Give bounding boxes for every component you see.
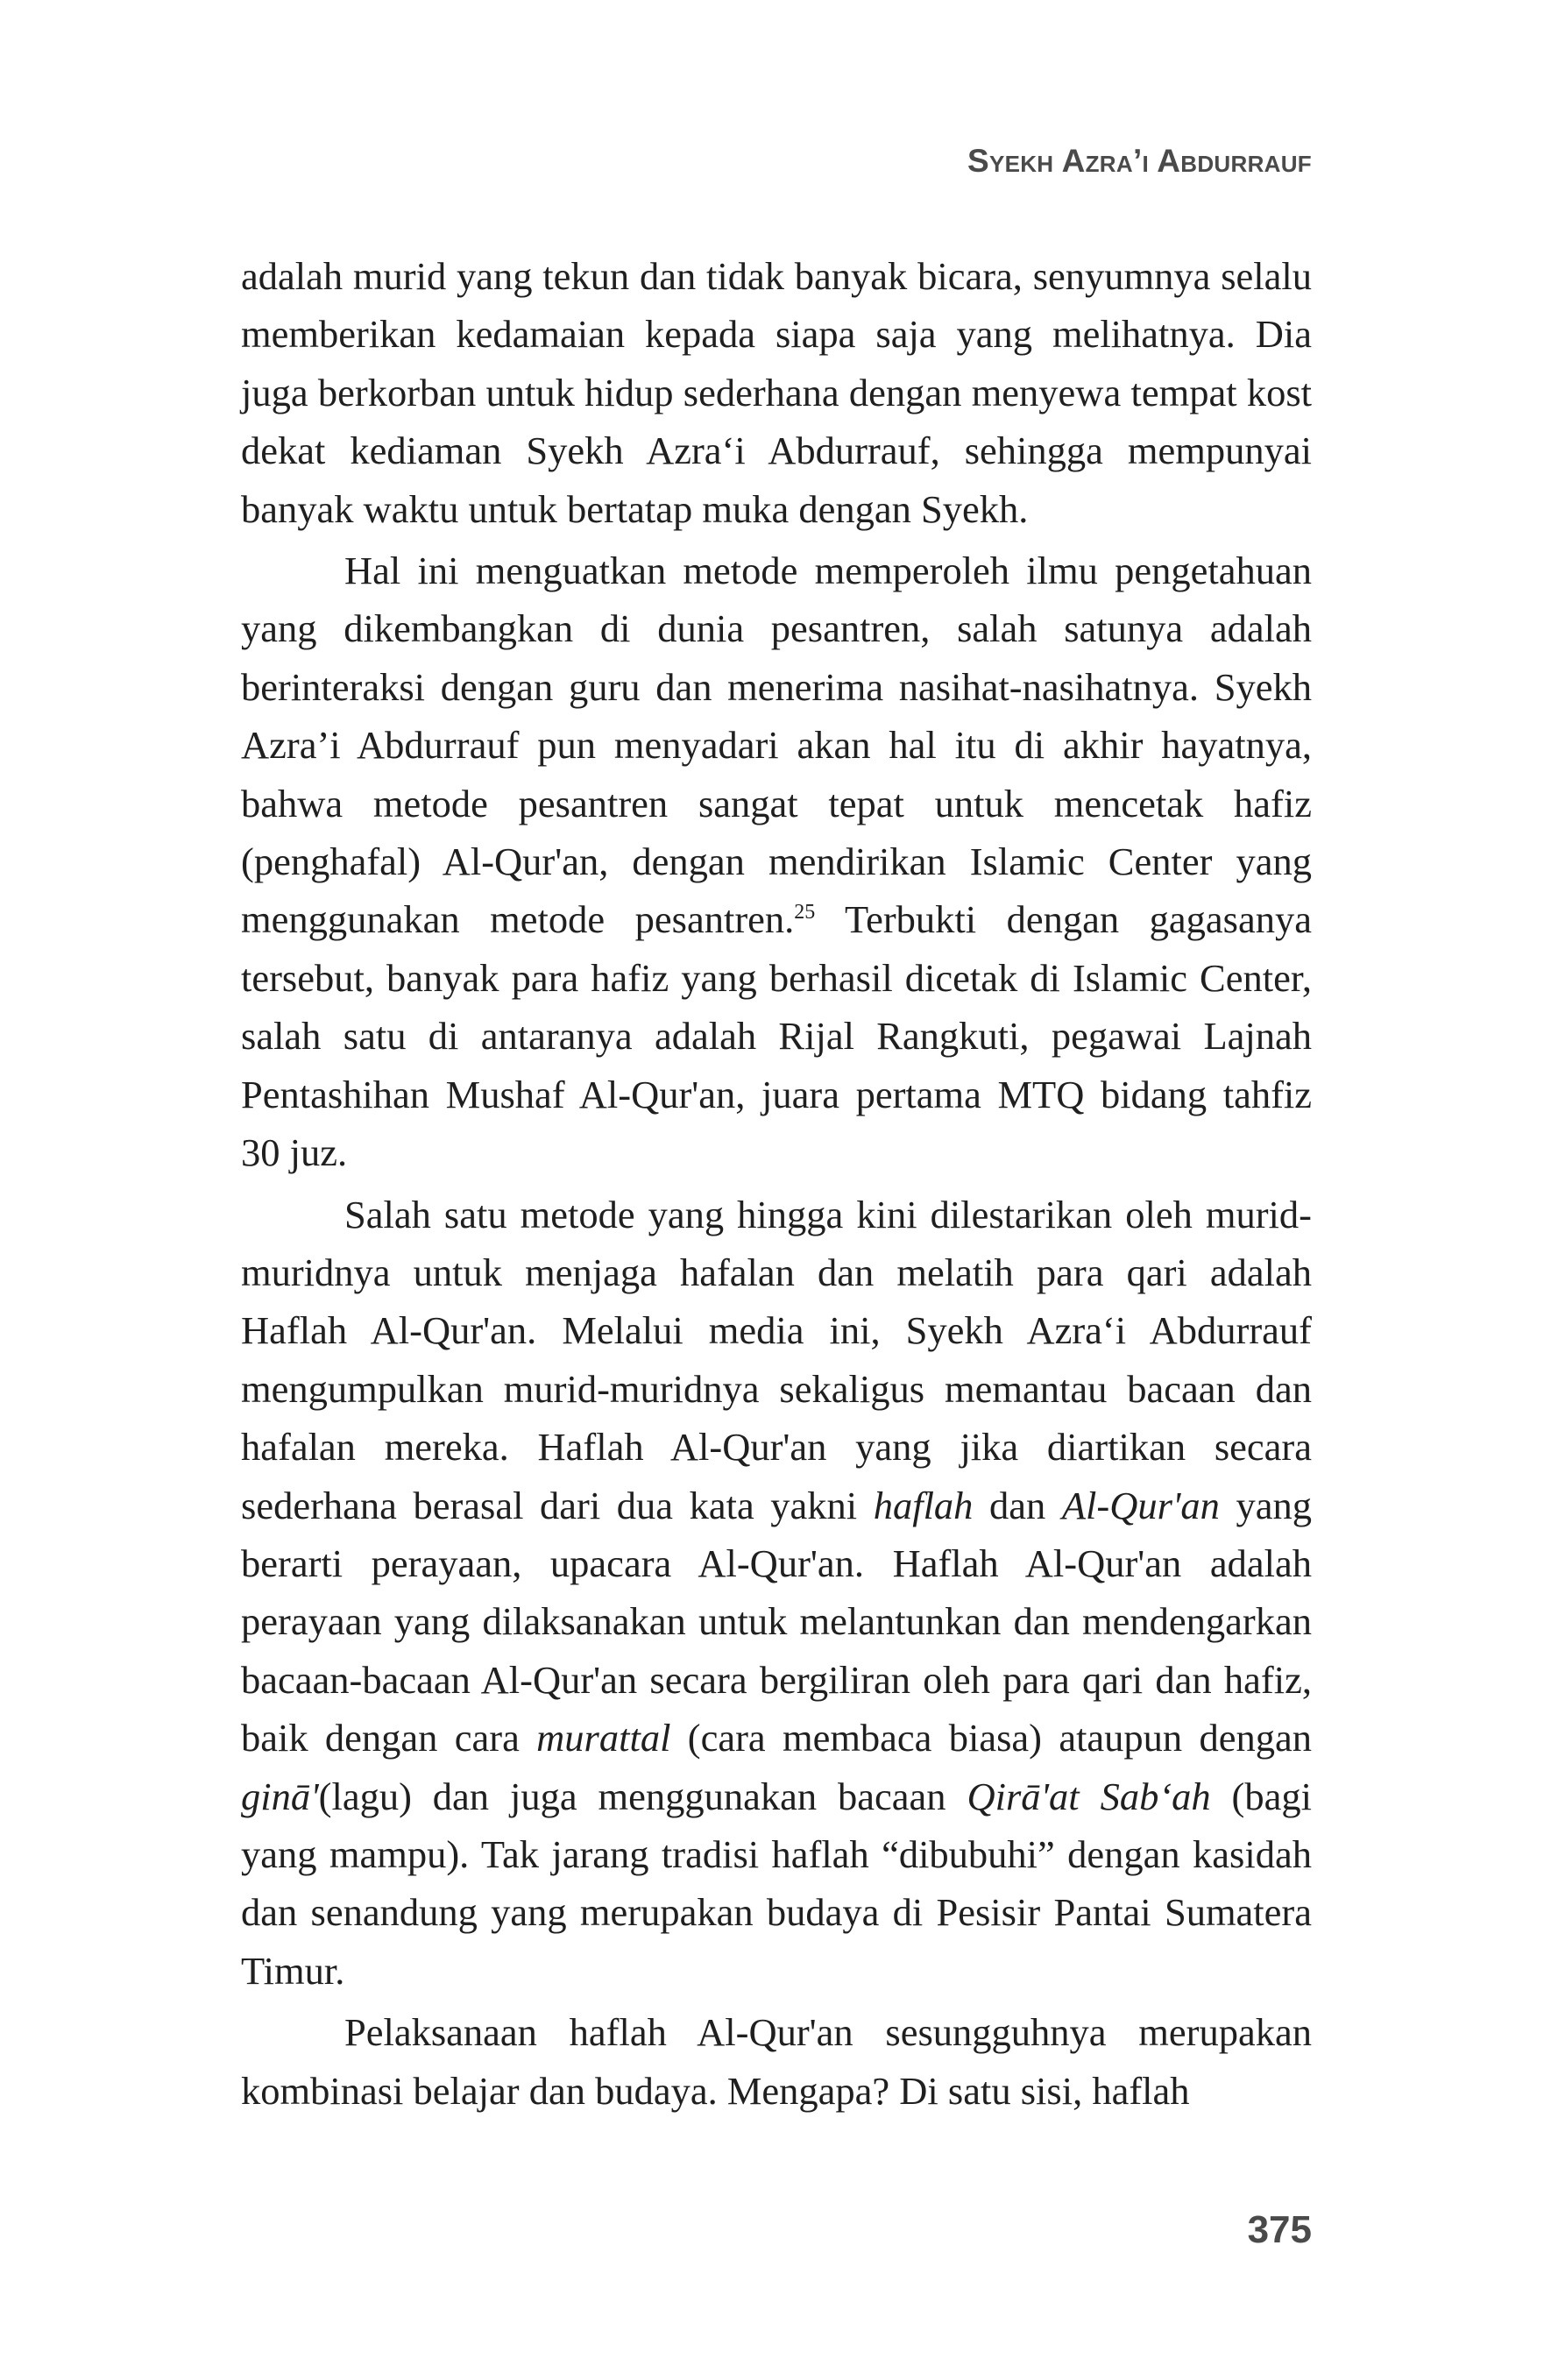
paragraph-2-text-a: Hal ini menguatkan metode memperoleh ilmu pengetahuan yang dikembangkan di dunia pesantren, salah satunya adalah berinteraksi dengan guru dan menerima nasihat-nasihatnya. Syekh Azra’i Abdurrauf pun menyadari akan hal itu di akhir hayatnya, bahwa metode pesantren sangat tepat untuk mencetak hafiz (penghafal) Al-Qur'an, dengan mendirikan Islamic Center yang menggunakan metode pesantren. <box>241 549 1312 942</box>
paragraph-3-text-a: Salah satu metode yang hingga kini dilestarikan oleh murid-muridnya untuk menjaga hafalan dan melatih para qari adalah Haflah Al-Qur'an. Melalui media ini, Syekh Azra‘i Abdurrauf mengumpulkan murid-muridnya sekaligus memantau bacaan dan hafalan mereka. Haflah Al-Qur'an yang jika diartikan secara sederhana berasal dari dua kata yakni <box>241 1192 1312 1527</box>
paragraph-3-text-b: dan <box>973 1483 1062 1527</box>
term-haflah: haflah <box>873 1483 974 1527</box>
paragraph-1: adalah murid yang tekun dan tidak banyak bicara, senyumnya selalu memberikan kedamaian kepada siapa saja yang melihatnya. Dia juga berkorban untuk hidup sederhana dengan menyewa tempat kost dekat kediaman Syekh Azra‘i Abdurrauf, sehingga mempunyai banyak waktu untuk bertatap muka dengan Syekh. <box>241 254 1312 531</box>
paragraph-3 <box>241 1186 1312 2001</box>
page-number: 375 <box>1247 2208 1312 2251</box>
paragraph-3-text-e: (lagu) dan juga menggunakan bacaan <box>318 1774 967 1818</box>
body-text <box>241 247 1312 2120</box>
term-qiraat-sabah: Qirā'at Sab‘ah <box>967 1774 1211 1818</box>
term-gina: ginā' <box>241 1774 319 1818</box>
term-murattal: murattal <box>536 1716 671 1760</box>
paragraph-4: Pelaksanaan haflah Al-Qur'an sesungguhnya merupakan kombinasi belajar dan budaya. Mengapa? Di satu sisi, haflah <box>241 2010 1312 2113</box>
paragraph-3-text-d: (cara membaca biasa) ataupun dengan <box>670 1716 1312 1760</box>
paragraph-2 <box>241 542 1312 1181</box>
paragraph-3-text-f: (bagi yang mampu). Tak jarang tradisi haflah “dibubuhi” dengan kasidah dan senandung yang merupakan budaya di Pesisir Pantai Sumatera Timur. <box>241 1774 1312 1993</box>
running-head: Syekh Azra’i Abdurrauf <box>967 143 1312 179</box>
paragraph-2-text-b: Terbukti dengan gagasanya tersebut, banyak para hafiz yang berhasil dicetak di Islamic Center, salah satu di antaranya adalah Rijal Rangkuti, pegawai Lajnah Pentashihan Mushaf Al-Qur'an, juara pertama MTQ bidang tahfiz 30 juz. <box>241 897 1312 1175</box>
paragraph-3-text-c: yang berarti perayaan, upacara Al-Qur'an. Haflah Al-Qur'an adalah perayaan yang dilaksanakan untuk melantunkan dan mendengarkan bacaan-bacaan Al-Qur'an secara bergiliran oleh para qari dan hafiz, baik dengan cara <box>241 1483 1312 1760</box>
footnote-ref-25: 25 <box>794 901 816 924</box>
term-al-quran: Al-Qur'an <box>1061 1483 1220 1527</box>
